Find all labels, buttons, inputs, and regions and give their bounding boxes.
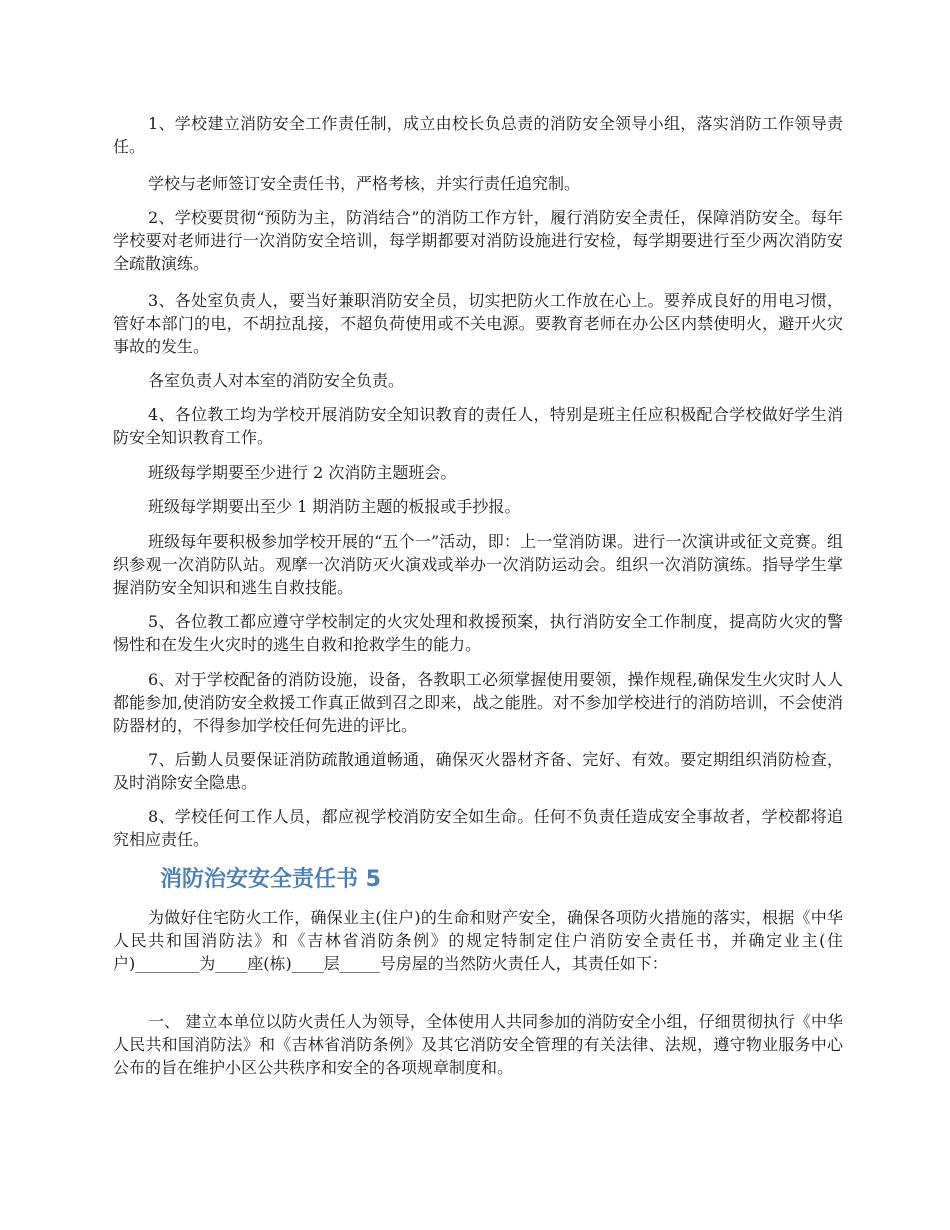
paragraph-five-ones: 班级每年要积极参加学校开展的“五个一”活动，即：上一堂消防课。进行一次演讲或征文竞赛。组织参观一次消防队站。观摩一次消防灭火演戏或举办一次消防运动会。组织一次消防演练。指导学生掌握消防安全知识和逃生自救技能。 — [113, 532, 843, 597]
paragraph-room-heads: 各室负责人对本室的消防安全负责。 — [148, 371, 405, 390]
paragraph-responsibility-letter: 学校与老师签订安全责任书，严格考核，并实行责任追究制。 — [148, 174, 581, 193]
section-heading: 消防治安安全责任书 5 — [160, 867, 381, 892]
paragraph-item-6: 6、对于学校配备的消防设施，设备，各教职工必须掌握使用要领，操作规程,确保发生火灾时人人都能参加,使消防安全救援工作真正做到召之即来，战之能胜。对不参加学校进行的消防培训，不会使消防器材的，不得参加学校任何先进的评比。 — [113, 670, 843, 735]
paragraph-item-7: 7、后勤人员要保证消防疏散通道畅通，确保灭火器材齐备、完好、有效。要定期组织消防检查，及时消除安全隐患。 — [113, 750, 843, 792]
paragraph-class-meetings: 班级每学期要至少进行 2 次消防主题班会。 — [148, 463, 457, 482]
paragraph-clause-1: 一、 建立本单位以防火责任人为领导，全体使用人共同参加的消防安全小组，仔细贯彻执行《中华人民共和国消防法》和《吉林省消防条例》及其它消防安全管理的有关法律、法规，遵守物业服务中心公布的旨在维护小区公共秩序和安全的各项规章制度和。 — [113, 1012, 843, 1077]
paragraph-item-8: 8、学校任何工作人员，都应视学校消防安全如生命。任何不负责任造成安全事故者，学校都将追究相应责任。 — [113, 807, 843, 849]
paragraph-item-5: 5、各位教工都应遵守学校制定的火灾处理和救援预案，执行消防安全工作制度，提高防火灾的警惕性和在发生火灾时的逃生自救和抢救学生的能力。 — [113, 612, 843, 654]
paragraph-item-3: 3、各处室负责人，要当好兼职消防安全员，切实把防火工作放在心上。要养成良好的用电习惯，管好本部门的电，不胡拉乱接，不超负荷使用或不关电源。要教育老师在办公区内禁使明火，避开火灾事故的发生。 — [113, 291, 843, 356]
paragraph-item-1: 1、学校建立消防安全工作责任制，成立由校长负总责的消防安全领导小组，落实消防工作领导责任。 — [113, 114, 843, 156]
paragraph-intro: 为做好住宅防火工作，确保业主(住户)的生命和财产安全，确保各项防火措施的落实，根据《中华人民共和国消防法》和《吉林省消防条例》的规定特制定住户消防安全责任书，并确定业主(住户)________为____座(栋)____层_____号房屋的当然防火责任人，其责任如下： — [113, 908, 843, 973]
paragraph-item-2: 2、学校要贯彻“预防为主，防消结合”的消防工作方针，履行消防安全责任，保障消防安全。每年学校要对老师进行一次消防安全培训，每学期都要对消防设施进行安检，每学期要进行至少两次消防安全疏散演练。 — [113, 208, 843, 273]
paragraph-class-boards: 班级每学期要出至少 1 期消防主题的板报或手抄报。 — [148, 497, 521, 516]
paragraph-item-4: 4、各位教工均为学校开展消防安全知识教育的责任人，特别是班主任应积极配合学校做好学生消防安全知识教育工作。 — [113, 405, 843, 447]
